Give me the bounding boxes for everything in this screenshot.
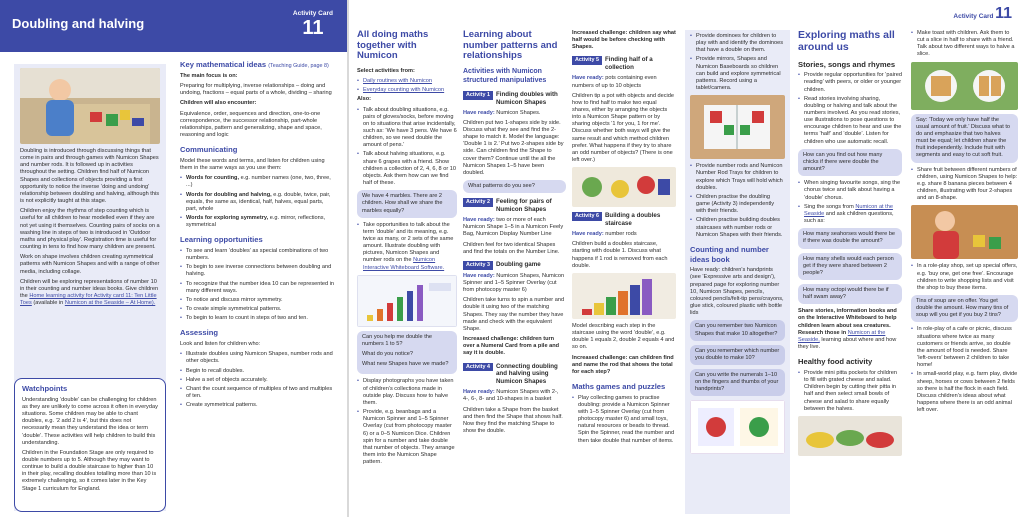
activity-2-ready [463,217,566,238]
seahorses-bubble: How many seahorses would there be if there was double the amount? [798,228,902,248]
opportunity-item: • To begin to learn to count in steps of two and ten. [180,315,336,322]
all-doing-item [357,222,457,272]
all-doing-item: • Talk about doubling situations, e.g. pairs of gloves/socks, before moving on to situations that arise incidentally, such as: ‘We have 3 pens. We have 6 children, so we need double the amount of pens.’ [357,107,457,150]
communicating-intro: Model these words and terms, and listen for children using them in the same ways as you use them: [180,157,325,172]
marbles-question-bubble: We have 4 marbles. There are 2 children. How shall we share the marbles equally? [357,190,457,217]
card-label: Activity Card [292,10,333,17]
communicating-item-bold: Words for doubling and halving, [186,191,272,198]
activity-1-tag: Activity 1 [463,91,493,100]
intro-paragraph-3: Work on shape involves children creating symmetrical patterns with Numicon Shapes and with a range of other media, including collage. [20,254,160,275]
activity-3-tag: Activity 3 [463,261,493,270]
intro-paragraph-1: Doubling is introduced through discussing things that come in pairs and through games with Numicon Shapes and number rods. It is followed up in activities throughout the setting. Children find half of Numicon Shapes and collections of objects providing a first opportunity to notice the inverse ‘doing and undoing’ relationship between doubling and halving, although this is not explicitly taught at this stage. [20,148,160,205]
opportunity-item: • To recognize that the number idea 10 can be represented in many different ways. [180,281,336,295]
activity-6-heading [572,212,676,228]
activity-5-title: Finding half of a collection [604,56,653,72]
activity-5-tag: Activity 5 [572,56,602,65]
child-shapes-photo [911,205,1018,259]
main-focus-text: Preparing for multiplying, inverse relationships – doing and undoing, fractions – equal parts of a whole, dividing – sharing [180,83,332,97]
also-encounter-label: Children will also encounter: [180,100,257,107]
activity-2-heading [463,198,566,214]
shapes-photo [572,167,676,207]
all-doing-item: • Display photographs you have taken of children’s collections made in outside play. Discuss how to halve them. [357,378,457,407]
games-item: • Play collecting games to practise doubling: provide a Numicon Spinner with 1–5 Spinner Overlay (cut from photocopy master 6) and small toys, natural resources or beads to thread. Spin the Spinner, read the number and then take double that number of items. [572,395,676,445]
fruit-item: • Share fruit between different numbers of children, using Numicon Shapes to help: e.g. share 8 banana pieces between 4 children, illustrating with four 2-shapes and an 8-shape. [911,167,1018,203]
play-item: • Children practise building doubles staircases with number rods or Numicon Shapes with their friends. [690,217,785,238]
challenge-top: Increased challenge: children say what half would be before checking with Shapes. [572,30,676,51]
activity-2-text: Children feel for two identical Shapes and find the totals on the Number Line. [463,241,560,255]
fruit-list [911,167,1018,203]
songs-list [798,180,902,225]
intro-paragraph-2: Children enjoy the rhythms of step counting which is useful for all children to hear modelled even if they are not yet using it themselves. Counting pairs of socks on a washing line in steps of two is introduced in ‘Outdoor maths and physical play’. Registration time is useful for counting in tens to find how many children are present. [20,208,160,251]
activity-5-ready [572,75,676,89]
play-item: • Provide mirrors, Shapes and Numicon Baseboards so children can build and explore symmetrical patterns. Record using a tablet/camera. [690,56,785,92]
activity-2-tag: Activity 2 [463,198,493,207]
intro-paragraph-4-text: Children will be exploring representations of number 10 in their counting and number ideas books. Give children the [20,278,159,299]
communicating-item-text: e.g. number names (one, two, three, ...) [186,175,331,189]
activity-5-heading [572,56,676,72]
select-list [357,78,457,94]
activity-4-text: Children take a Shape from the basket and then find the Shape that shows half. Now they find the matching Shape to show the double. [463,406,563,435]
home-learning-link[interactable]: Home learning activity for Activity card 11: Ten Little Toes [20,292,157,307]
stories-heading: Stories, songs and rhymes [798,59,896,69]
opportunity-item: • To begin to see inverse connections between doubling and halving. [180,264,336,278]
activity-card-badge [293,10,333,38]
watchpoints-paragraph-2: Children in the Foundation Stage are only required to double numbers up to 5. Although they may want to continue to build a double staircase to higher than 10 in their play, recalling doubles totalling more than 10 is extremely challenging, so it comes later in the Key Stage 1 curriculum for England. [22,449,157,492]
daily-routines-link[interactable]: • Daily routines with Numicon [357,78,457,85]
activity-3-text: Children take turns to spin a number and double it using two of the matching Shapes. They say the number they have made and check with the equivalent Shape. [463,297,565,332]
books-heading: Counting and number ideas book [690,244,769,264]
toast-list [911,30,1018,59]
whiteboard-screenshot [357,275,457,327]
food-list [798,370,902,413]
ready-label: Have ready: [572,75,604,82]
opportunities-list [180,248,336,322]
games-heading: Maths games and puzzles [572,381,666,391]
right-card-label: Activity Card [953,13,994,20]
ready-text: pots containing even numbers of up to 10 objects [572,75,657,89]
play-list-2 [690,163,785,239]
activity-1-ready [463,110,566,117]
ready-label: Have ready: [463,389,495,396]
home-learning-tail: (available in [33,300,64,307]
fruit-bubble: Say: ‘Today we only have half the usual amount of fruit.’ Discuss what to do and emphasize that two halves must be equal; let children share the fruit independently. Include fruit with segments and easy to cut soft fruit. [911,114,1018,163]
communicating-list [180,175,336,229]
ready-text: Numicon Shapes with 2-, 4-, 6-, 8- and 10-shapes in a basket [463,389,559,403]
play-list-1 [690,33,785,92]
everyday-counting-link[interactable]: • Everyday counting with Numicon [357,87,457,94]
share-stories-main: Share stories, information books and on the Interactive Whiteboard to help children learn about sea creatures. Research those in [798,308,897,336]
watchpoints-panel [14,378,166,512]
mirror-shapes-photo [690,95,785,159]
activities-column-3 [572,30,676,514]
activity-4-heading [463,363,566,387]
activity-5-text: Children tip a pot with objects and decide how to find half to make two equal shares, either by arranging the objects into a Numicon Shape pattern or by sharing objects ‘1 for you, 1 for me’. Discuss whether both ways will give the same result and which method children prefer. What happens if they try to share an odd number of objects? (There is one left over.) [572,92,674,164]
at-home-link[interactable]: Numicon at the Seaside – At Home). [64,300,156,307]
activity-2-title: Feeling for pairs of Numicon Shapes [495,198,552,214]
key-ideas-column [180,60,336,512]
whiteboard-software-link[interactable]: Numicon Interactive Whiteboard Software. [363,257,445,271]
key-ideas-heading [180,60,336,70]
roleplay-item: • In small-world play, e.g. farm play, divide sheep, horses or cows between 2 fields so there is half the flock in each field. Discuss children’s ideas about what happens where there is an odd animal left over. [911,371,1018,414]
shells-bubble: How many shells would each person get if they were shared between 2 people? [798,253,902,280]
books-bubble-1: Can you remember two Numicon Shapes that make 10 altogether? [690,320,785,340]
page-title: Doubling and halving [12,16,145,31]
octopi-bubble: How many octopi would there be if half swam away? [798,284,902,304]
main-focus-label: The main focus is on: [180,72,238,79]
books-bubble-2: Can you remember which number you double to make 10? [690,345,785,365]
exploring-column [798,30,902,514]
games-list [572,395,676,445]
stories-item: • Read stories involving sharing, doubling or halving and talk about the numbers involved. As you read stories, use illustrations to pose questions to encourage children to hear and use the terms ‘half’ and ‘double’. Listen for children who use automatic recall. [798,96,902,146]
communicating-item [180,175,336,189]
ready-text: two or more of each Numicon Shape 1–5 in a Numicon Feely Bag, Numicon Display Number Line [463,217,564,238]
shop-item: • In a role-play shop, set up special offers, e.g. ‘buy one, get one free’. Encourage children to write shopping lists and visit the shop to buy these items. [911,263,1018,292]
stories-item: • Provide regular opportunities for ‘paired reading’ with peers, or older or younger children. [798,72,902,93]
ready-text: Numicon Shapes, Numicon Spinner and 1–5 Spinner Overlay (cut from photocopy master 6) [463,272,565,294]
roleplay-list [911,326,1018,414]
all-doing-heading: All doing maths together with Numicon [357,30,429,62]
new-shapes-question: What new Shapes have we made? [362,361,449,368]
play-item: • Provide dominoes for children to play with and identify the dominoes that have a double on them. [690,33,785,54]
songs-item-post: and ask children questions, such as: [804,210,894,225]
activity-6-challenge: Increased challenge: can children find and name the rod that shows the total for each step? [572,354,674,375]
patterns-heading: Learning about number patterns and relationships [463,30,558,62]
activity-6-ready [572,231,676,238]
books-bubble-3: Can you write the numerals 1–10 on the fingers and thumbs of your handprints? [690,369,785,396]
communicating-item-text: e.g. mirror, reflections, symmetrical [186,214,326,229]
communicating-heading: Communicating [180,145,238,155]
ready-label: Have ready: [463,109,495,116]
bowls-photo [798,416,902,456]
communicating-item [180,192,336,213]
watchpoints-paragraph-1: Understanding ‘double’ can be challenging for children as they are unlikely to come across it often in everyday situations. Some children may be able to chant doubles, e.g. ‘2 add 2 is 4’, but this does not necessarily mean they understand the idea or term ‘double’. These activities will help children to build this understanding. [22,396,158,446]
staircase-photo [572,273,676,319]
ready-label: Have ready: [463,217,495,224]
opportunity-item: • To create simple symmetrical patterns. [180,306,336,313]
opportunity-item: • To notice and discuss mirror symmetry. [180,297,336,304]
all-doing-list [357,107,457,188]
all-doing-item-text: Take opportunities to talk about the term ‘double’ and its meaning, e.g. twice as many, or 2 sets of the same amount. Illustrate doubling with pictures, Numicon Shapes and number rods on the [363,221,454,264]
right-card-number: 11 [995,5,1012,22]
select-label: Select activities from: [357,67,415,74]
intro-paragraph-4 [20,279,160,308]
activity-3-heading [463,261,566,270]
activity-4-title: Connecting doubling and halving using Numicon Shapes [495,362,558,386]
all-doing-list-2 [357,222,457,272]
activity-4-ready [463,389,566,403]
communicating-item-text: e.g. double, twice, pair, equals, the same as, identical, half, halves, equal parts, part, whole [186,191,331,212]
play-item: • Children practise the doubling game (Activity 3) independently with their friends. [690,194,785,215]
activity-6-text-2: Model describing each step in the staircase using the word ‘double’, e.g. double 1 equals 2, double 2 equals 4 and so on. [572,322,675,351]
all-doing-column [357,30,457,514]
toast-item: • Make toast with children. Ask them to cut a slice in half to share with a friend. Talk about two different ways to halve a slice. [911,30,1018,59]
assessing-intro: Look and listen for children who: [180,341,261,348]
ready-text: number rods [605,231,637,238]
activity-1-heading [463,91,566,107]
assessing-item: • Create symmetrical patterns. [180,402,336,409]
activity-3-ready [463,273,566,294]
activity-3-title: Doubling game [495,260,541,268]
songs-item-pre: Sing the songs from [804,203,854,210]
key-ideas-title: Key mathematical ideas [180,60,267,69]
opportunities-heading: Learning opportunities [180,235,263,245]
stories-list [798,72,902,146]
seaside-link[interactable]: Numicon at the Seaside [804,203,893,217]
child-playing-photo [20,68,160,144]
food-column [911,30,1018,514]
songs-item: • When singing favourite songs, sing the chorus twice and talk about having a ‘double’ chorus. [798,180,902,201]
watchpoints-box [14,378,166,512]
also-encounter-text: Equivalence, order, sequences and direction, one-to-one correspondence, the successor relationship, part-whole relationships, pattern and generalizing, shape and space, reasoning and logic [180,110,322,138]
all-doing-list-3 [357,378,457,466]
watchpoints-heading: Watchpoints [22,384,68,393]
communicating-item-bold: Words for counting, [186,175,240,182]
assessing-list [180,351,336,409]
opportunity-item: • To see and learn ‘doubles’ as special combinations of two numbers. [180,248,336,262]
activity-1-bubble: What patterns do you see? [463,180,566,193]
right-card-badge [953,6,1012,22]
songs-item [798,204,902,225]
share-stories-post: learning about where and how they live. [798,336,897,351]
communicating-item [180,215,336,229]
all-doing-item: • Provide, e.g. beanbags and a Numicon Spinner and 1–5 Spinner Overlay (cut from photocopy master 6) or a 0–5 Numicon Dice. Children spin for a number and take double that number of objects. They arrange them into the Numicon Shape pattern. [357,409,457,466]
notice-question: What do you notice? [362,351,413,358]
activity-6-text: Children build a doubles staircase, starting with double 1. Discuss what happens if 1 rod is removed from each double. [572,241,668,269]
activity-1-text: Children put two 1-shapes side by side. Discuss what they see and find the 2-shape to match it. Model the language: ‘Double 1 is 2.’ Put two 2-shapes side by side. Can children find the Shape to cover them? Continue until the all the Numicon Shapes 1–5 have been doubled. [463,119,564,176]
soup-bubble: Tins of soup are on offer. You get double the amount. How many tins of soup will you get if you buy 2 tins? [911,295,1018,322]
play-item: • Provide number rods and Numicon Number Rod Trays for children to explore which Trays will hold which doubles. [690,163,785,192]
patterns-subheading: Activities with Numicon structured manipulatives [463,67,547,84]
ready-label: Have ready: [572,231,604,238]
handprints-photo [690,400,785,454]
independent-play-column [685,30,790,514]
shop-list [911,263,1018,292]
seaside-link-2[interactable]: Numicon at the Seaside, [798,329,886,343]
ready-text: Numicon Shapes. [496,109,541,116]
roleplay-item: • In role-play of a cafe or picnic, discuss situations where twice as many customers or friends arrive, so double the amount of food is needed. Share ‘left-overs’ between 2 children to take home! [911,326,1018,369]
activity-6-title: Building a doubles staircase [604,212,661,228]
ready-label: Have ready: [463,272,495,279]
double-numbers-question: Can you help me double the numbers 1 to 5? [362,333,432,347]
card-number: 11 [302,17,324,40]
exploring-heading: Exploring maths all around us [798,30,895,53]
share-stories-text [798,308,902,351]
activity-4-tag: Activity 4 [463,363,493,372]
assessing-item: • Chant the count sequence of multiples of two and multiples of ten. [180,386,336,400]
communicating-item-bold: Words for exploring symmetry, [186,214,269,221]
activity-1-title: Finding doubles with Numicon Shapes [495,90,558,106]
activity-3-challenge: Increased challenge: children turn over a Numeral Card from a pile and say it is double. [463,336,560,357]
all-doing-item: • Talk about halving situations, e.g. share 6 grapes with a friend. Show children a collection of 2, 4, 6, 8 or 10 objects. Ask them how can we find half of these. [357,151,457,187]
food-heading: Healthy food activity [798,357,873,367]
chicks-bubble: How can you find out how many chicks if there were double the amount? [798,149,902,176]
patterns-column [463,30,566,514]
also-label: Also: [357,96,371,103]
books-text: Have ready: children’s handprints (see ‘Expressive arts and design’), prepared page for exploring number 10, Numicon Shapes, pencils, coloured pencils/felt-tip pens/crayons, glue stick, coloured plastic with bottle lids [690,267,784,317]
assessing-item: • Begin to recall doubles. [180,368,336,375]
assessing-item: • Illustrate doubles using Numicon Shapes, number rods and other objects. [180,351,336,365]
double-numbers-bubble [357,331,457,375]
toast-photo [911,62,1018,110]
assessing-item: • Halve a set of objects accurately. [180,377,336,384]
food-item: • Provide mini pitta pockets for children to fill with grated cheese and salad. Children begin by cutting their pitta in half and then select small bowls of cheese and salad to share equally between the halves. [798,370,902,413]
activity-6-tag: Activity 6 [572,212,602,221]
left-page [0,0,347,517]
right-page [349,0,1024,517]
assessing-heading: Assessing [180,328,218,338]
key-ideas-guide: (Teaching Guide, page 8) [268,63,329,69]
